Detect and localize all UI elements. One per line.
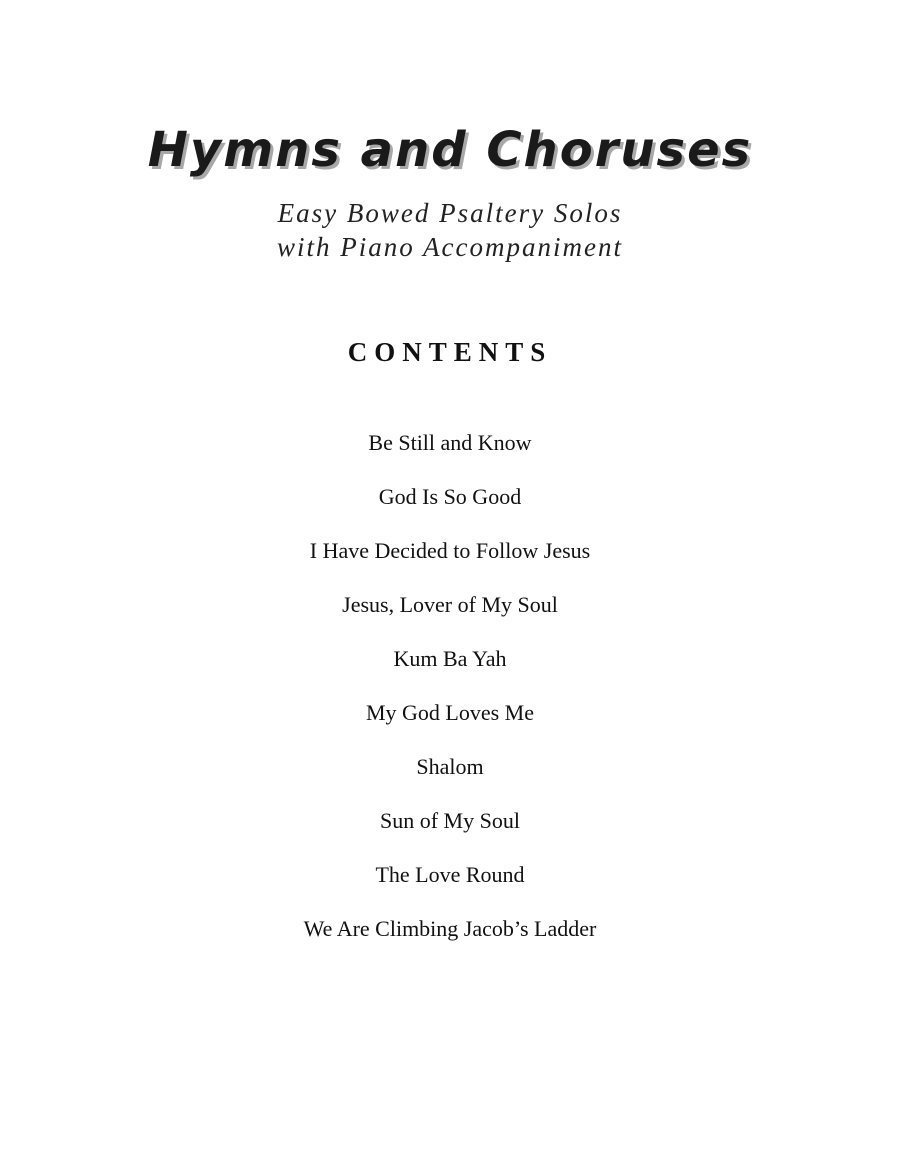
book-title: Hymns and Choruses (147, 122, 753, 178)
contents-item: We Are Climbing Jacob’s Ladder (303, 916, 597, 941)
contents-item: I Have Decided to Follow Jesus (309, 538, 591, 563)
subtitle-line-2: with Piano Accompaniment (277, 232, 623, 262)
contents-item: God Is So Good (378, 484, 522, 509)
contents-item: Jesus, Lover of My Soul (342, 592, 558, 617)
contents-item: My God Loves Me (365, 700, 535, 725)
contents-item: Sun of My Soul (380, 808, 520, 833)
contents-item: Be Still and Know (368, 430, 532, 455)
contents-heading: CONTENTS (347, 337, 553, 367)
contents-list (0, 425, 900, 965)
contents-item: Shalom (416, 754, 484, 779)
contents-item: Kum Ba Yah (393, 646, 507, 671)
contents-item: The Love Round (375, 862, 525, 887)
subtitle-line-1: Easy Bowed Psaltery Solos (277, 198, 623, 228)
